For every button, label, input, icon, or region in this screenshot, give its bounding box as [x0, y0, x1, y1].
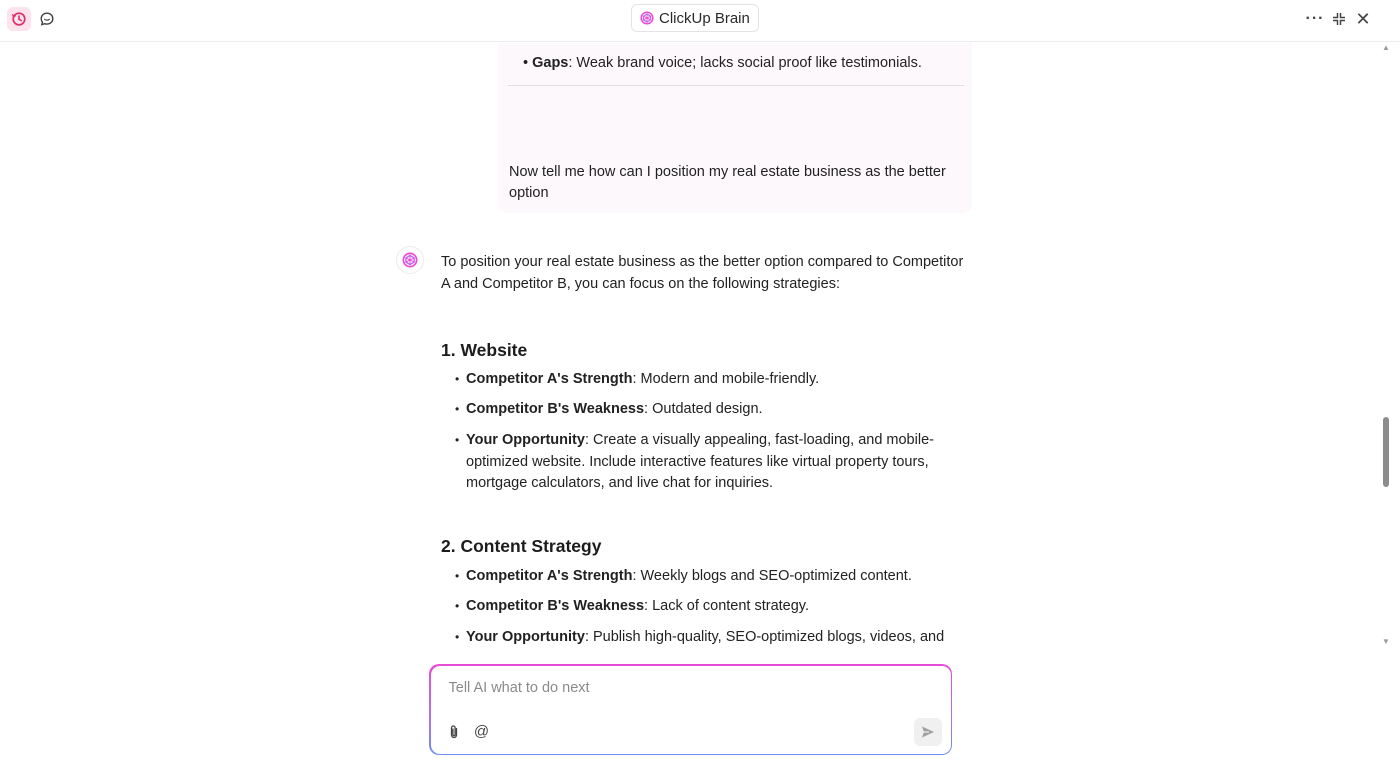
send-button[interactable] [914, 718, 942, 746]
bullet-label: Competitor B's Weakness [466, 598, 645, 614]
header-bar [0, 0, 1400, 42]
user-message: Now tell me how can I position my real estate business as the better option [509, 164, 946, 201]
list-item [455, 399, 955, 421]
section-title: 1. Website [441, 340, 528, 360]
list-item [455, 369, 955, 391]
bullet-label: Gaps [532, 55, 569, 71]
previous-bullet [523, 55, 922, 71]
prompt-box-inner [431, 666, 951, 754]
section-title: 2. Content Strategy [441, 536, 602, 556]
brain-logo-icon [402, 252, 418, 268]
list-item [455, 566, 955, 588]
message-divider [508, 85, 964, 86]
bullet-dot: • [523, 55, 533, 71]
new-chat-button[interactable] [35, 7, 59, 31]
collapse-button[interactable] [1328, 8, 1350, 30]
ai-response-intro: To position your real estate business as the better option compared to Competitor A and Competitor B, you can focus on the following strategies: [441, 254, 964, 292]
paperclip-icon [447, 724, 461, 740]
brain-title-pill[interactable] [631, 4, 759, 32]
mention-button[interactable] [472, 722, 492, 742]
conversation-area[interactable] [0, 43, 1400, 653]
list-item [455, 596, 955, 618]
bullet-label: Your Opportunity [466, 432, 585, 448]
chat-bubble-icon [39, 11, 55, 27]
attach-button[interactable] [445, 723, 463, 741]
brain-title: ClickUp Brain [659, 9, 750, 27]
scroll-up-icon[interactable]: ▲ [1382, 43, 1390, 52]
at-sign-icon: @ [473, 723, 490, 740]
history-button[interactable] [7, 7, 31, 31]
bullet-text: : Publish high-quality, SEO-optimized blogs, videos, and [584, 629, 945, 645]
bullet-label: Competitor A's Strength [466, 371, 633, 387]
list-item [455, 430, 945, 495]
bullet-text: : Lack of content strategy. [644, 598, 810, 614]
bullet-text: : Weekly blogs and SEO-optimized content. [632, 568, 912, 584]
bullet-text: : Create a visually appealing, fast-loading, and mobile-optimized website. Include interactive features like virtual property tours, mortgage calculators, and live chat for inquiries. [466, 432, 934, 491]
prompt-box [429, 664, 952, 755]
scrollbar-thumb[interactable] [1383, 417, 1389, 487]
more-button[interactable] [1304, 8, 1326, 30]
scroll-down-icon[interactable]: ▼ [1382, 637, 1390, 646]
send-icon [920, 724, 936, 740]
close-button[interactable] [1352, 8, 1374, 30]
more-horizontal-icon: ··· [1305, 10, 1325, 27]
bullet-text: : Modern and mobile-friendly. [632, 371, 820, 387]
bullet-label: Competitor B's Weakness [466, 401, 645, 417]
history-icon [11, 11, 27, 27]
bullet-text: : Outdated design. [644, 401, 763, 417]
prompt-input[interactable] [449, 680, 929, 696]
bullet-label: Your Opportunity [466, 629, 585, 645]
close-icon: ✕ [1355, 8, 1371, 29]
bullet-label: Competitor A's Strength [466, 568, 633, 584]
list-item [455, 627, 955, 649]
brain-logo-icon [640, 11, 654, 25]
bullet-text: : Weak brand voice; lacks social proof like testimonials. [568, 55, 922, 71]
ai-avatar [396, 246, 424, 274]
collapse-icon [1332, 12, 1346, 26]
scrollbar[interactable] [1380, 43, 1392, 653]
